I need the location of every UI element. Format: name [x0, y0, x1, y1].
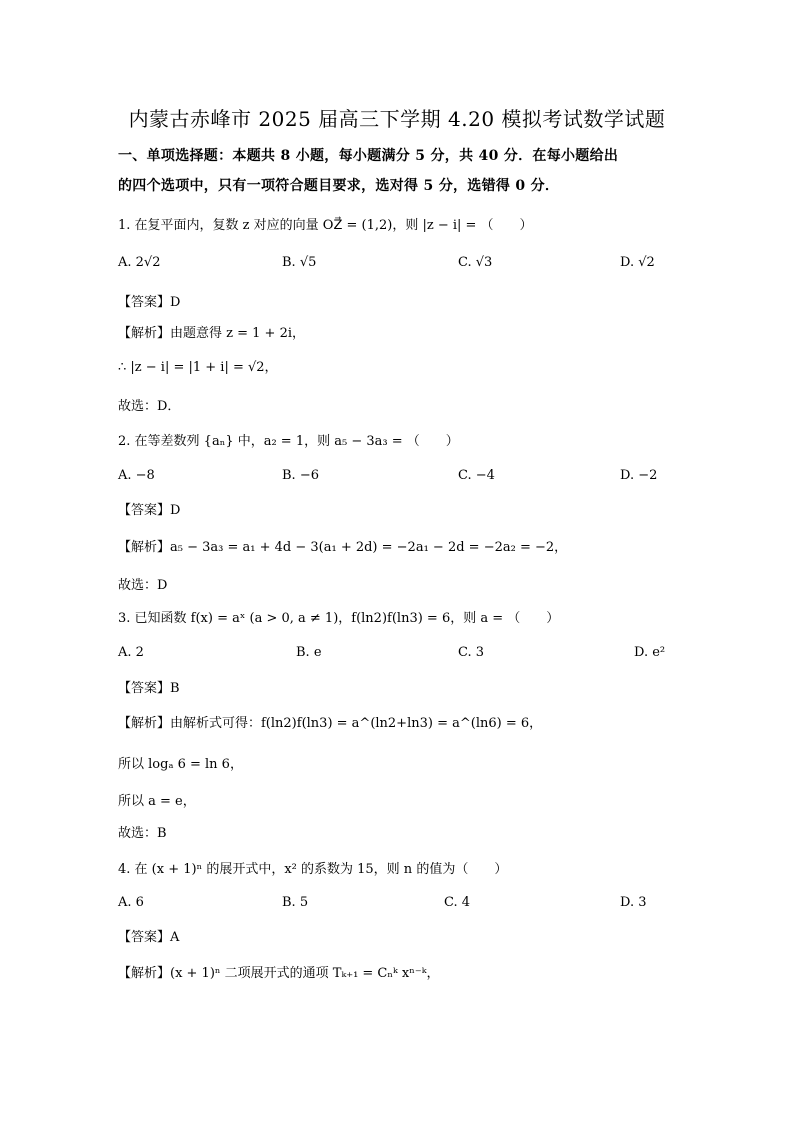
q4-option-d: D. 3: [620, 895, 647, 910]
section-heading-line1: 一、单项选择题：本题共 8 小题，每小题满分 5 分，共 40 分．在每小题给出: [118, 148, 619, 164]
q1-analysis-line2: ∴ |z − i| = |1 + i| = √2，: [118, 360, 278, 375]
q2-option-c: C. −4: [458, 468, 495, 483]
question-4-stem: 4. 在 (x + 1)ⁿ 的展开式中，x² 的系数为 15，则 n 的值为（ ）: [118, 862, 508, 877]
q1-answer: 【答案】D: [118, 295, 181, 310]
section-heading-line2: 的四个选项中，只有一项符合题目要求，选对得 5 分，选错得 0 分．: [118, 178, 560, 194]
page-title: 内蒙古赤峰市 2025 届高三下学期 4.20 模拟考试数学试题: [128, 107, 666, 131]
q4-option-a: A. 6: [118, 895, 144, 910]
q1-option-d: D. √2: [620, 255, 655, 270]
question-2-stem: 2. 在等差数列 {aₙ} 中，a₂ = 1，则 a₅ − 3a₃ = （ ）: [118, 434, 459, 449]
q1-option-c: C. √3: [458, 255, 493, 270]
q4-analysis-line1: 【解析】(x + 1)ⁿ 二项展开式的通项 Tₖ₊₁ = Cₙᵏ xⁿ⁻ᵏ，: [118, 966, 440, 981]
q3-option-b: B. e: [296, 645, 322, 660]
q1-analysis-line1: 【解析】由题意得 z = 1 + 2i，: [118, 326, 305, 341]
q2-option-d: D. −2: [620, 468, 658, 483]
q2-option-a: A. −8: [118, 468, 155, 483]
q3-option-d: D. e²: [634, 645, 666, 660]
q1-option-b: B. √5: [282, 255, 317, 270]
q2-option-b: B. −6: [282, 468, 319, 483]
q2-answer: 【答案】D: [118, 503, 181, 518]
question-1-stem: 1. 在复平面内，复数 z 对应的向量 OZ⃗ = (1,2)，则 |z − i| = （ ）: [118, 218, 533, 233]
q3-analysis-line2: 所以 logₐ 6 = ln 6，: [118, 757, 243, 772]
q3-option-c: C. 3: [458, 645, 485, 660]
q4-option-c: C. 4: [444, 895, 471, 910]
q1-analysis-line3: 故选：D．: [118, 399, 181, 414]
q2-analysis-line1: 【解析】a₅ − 3a₃ = a₁ + 4d − 3(a₁ + 2d) = −2a₁ − 2d = −2a₂ = −2，: [118, 540, 568, 555]
q4-option-b: B. 5: [282, 895, 309, 910]
q1-option-a: A. 2√2: [118, 255, 161, 270]
q3-analysis-line1: 【解析】由解析式可得：f(ln2)f(ln3) = a^(ln2+ln3) = a^(ln6) = 6，: [118, 716, 543, 731]
q3-answer: 【答案】B: [118, 681, 180, 696]
q3-analysis-line4: 故选：B: [118, 826, 167, 841]
question-3-stem: 3. 已知函数 f(x) = aˣ (a > 0, a ≠ 1)，f(ln2)f(ln3) = 6，则 a = （ ）: [118, 611, 560, 626]
q4-answer: 【答案】A: [118, 930, 180, 945]
q2-analysis-line2: 故选：D: [118, 578, 168, 593]
q3-analysis-line3: 所以 a = e，: [118, 794, 196, 809]
q3-option-a: A. 2: [118, 645, 144, 660]
